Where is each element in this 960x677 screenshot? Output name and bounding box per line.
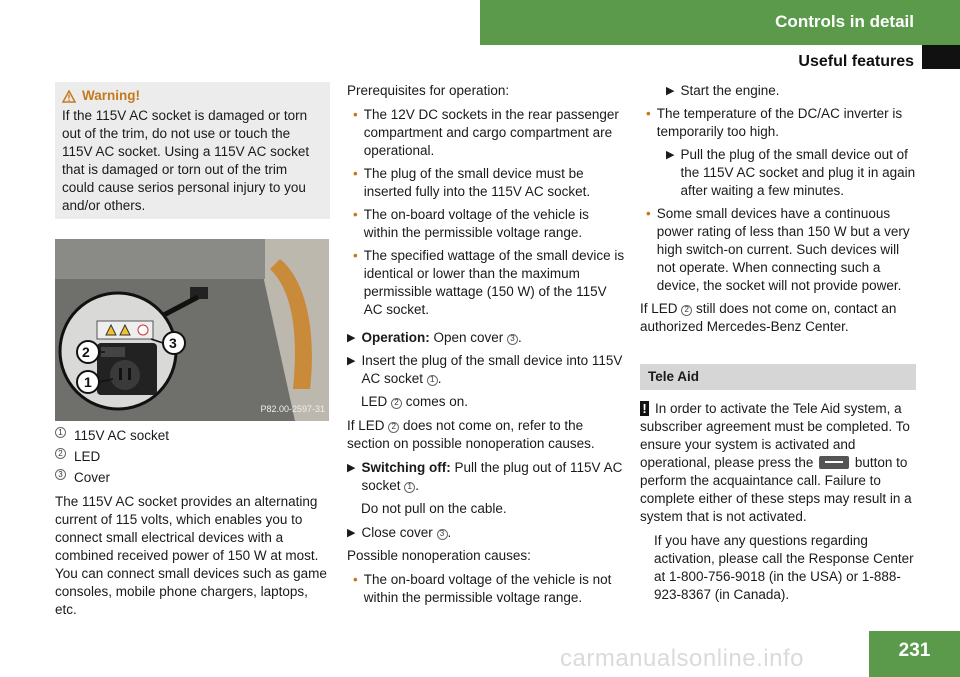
watermark: carmanualsonline.info	[560, 645, 804, 672]
number-icon: 3	[437, 529, 448, 540]
number-icon: 2	[55, 448, 66, 459]
number-icon: 1	[427, 375, 438, 386]
tele-aid-button-icon	[819, 456, 849, 469]
callout-3: 3	[169, 335, 177, 351]
arrow-icon: ▶	[347, 462, 356, 474]
number-icon: 3	[507, 334, 518, 345]
number-icon: 2	[388, 422, 399, 433]
arrow-icon: ▶	[347, 355, 356, 367]
number-icon: 3	[55, 469, 66, 480]
legend-item	[55, 427, 330, 445]
figure-code: P82.00-2597-31	[260, 404, 325, 414]
tele-aid-heading: Tele Aid	[640, 364, 916, 390]
text: does not come on, refer to the section on possible nonoperation causes.	[347, 418, 595, 451]
bullet-icon: •	[353, 166, 358, 181]
bullet-icon: •	[353, 572, 358, 587]
bullet-text: The on-board voltage of the vehicle is within the permissible voltage range.	[363, 207, 589, 240]
tele-aid-note	[640, 400, 916, 526]
questions-note: If you have any questions regarding activation, please call the Response Center at 1-800-756-9018 (in the USA) or 1-888-923-8367 (in Canada).	[654, 533, 914, 602]
text: If LED	[347, 418, 389, 433]
led-fail-note	[347, 417, 627, 453]
legend	[55, 427, 330, 487]
text: comes on.	[402, 394, 469, 409]
step-operation: ▶ Operation: Open cover 3 .	[347, 330, 522, 345]
bullet-text: The on-board voltage of the vehicle is not within the permissible voltage range.	[363, 572, 612, 605]
legend-label: Cover	[74, 470, 111, 485]
warning-text: If the 115V AC socket is damaged or torn out of the trim, do not use or touch the 115V AC socket. Using a 115V AC socket that is damaged or torn out of the trim could cause serios personal injury to you and/or others.	[62, 108, 310, 213]
contact-note	[640, 300, 916, 336]
section-title: Controls in detail	[775, 12, 914, 31]
text: still does not come on, contact an authorized Mercedes-Benz Center.	[640, 301, 897, 334]
step-text: Pull the plug of the small device out of the 115V AC socket and plug it in again after waiting a few minutes.	[680, 147, 916, 198]
prereq-heading: Prerequisites for operation:	[347, 83, 510, 98]
text: If LED	[640, 301, 682, 316]
legend-label: 115V AC socket	[74, 428, 170, 443]
text: button to perform the acquaintance call. Failure to complete either of these steps may result in a system that is not activated.	[640, 455, 912, 524]
socket-photo	[55, 239, 329, 421]
number-icon: 2	[681, 305, 692, 316]
step-text: Start the engine.	[680, 83, 780, 98]
legend-item	[55, 469, 330, 487]
step-text: Insert the plug of the small device into 115V AC socket	[361, 353, 623, 386]
no-pull-note: Do not pull on the cable.	[361, 501, 507, 516]
step-label: Switching off:	[361, 460, 451, 475]
number-icon: 2	[391, 398, 402, 409]
step-text: Close cover	[361, 525, 437, 540]
bullet-icon: •	[353, 207, 358, 222]
step-close: ▶ Close cover 3 .	[347, 525, 452, 540]
number-icon: 1	[404, 482, 415, 493]
warning-box	[55, 82, 330, 219]
step-switch-off: ▶ Switching off: Pull the plug out of 115V AC socket 1 .	[347, 460, 623, 493]
step-replug	[640, 146, 916, 200]
warning-heading	[62, 87, 323, 105]
text: LED	[361, 394, 392, 409]
header-marker	[922, 45, 960, 69]
arrow-icon: ▶	[347, 332, 356, 344]
bullet-icon: •	[353, 248, 358, 263]
list-item	[640, 105, 916, 141]
list-item	[640, 205, 916, 295]
column-middle	[347, 82, 627, 612]
legend-label: LED	[74, 449, 101, 464]
text: In order to activate the Tele Aid system, a subscriber agreement must be completed. To ensure your system is activated and operational, please press the	[640, 401, 910, 470]
bullet-icon: •	[646, 206, 651, 221]
arrow-icon: ▶	[347, 527, 356, 539]
list-item	[347, 206, 627, 242]
bullet-text: The temperature of the DC/AC inverter is temporarily too high.	[656, 106, 903, 139]
list-item	[347, 571, 627, 607]
column-right	[640, 82, 916, 610]
bullet-icon: •	[353, 107, 358, 122]
page-number: 231	[869, 631, 960, 677]
socket-description: The 115V AC socket provides an alternating current of 115 volts, which enables you to connect small electrical devices with a combined received power of 150 W at most. You can connect small devices such as game consoles, mobile phone chargers, laptops, etc.	[55, 494, 327, 617]
callout-1: 1	[84, 374, 92, 390]
bullet-text: The plug of the small device must be inserted fully into the 115V AC socket.	[363, 166, 591, 199]
warning-triangle-icon	[62, 90, 76, 103]
step-text: Open cover	[429, 330, 508, 345]
list-item	[347, 247, 627, 319]
bullet-icon: •	[646, 106, 651, 121]
number-icon: 1	[55, 427, 66, 438]
step-start-engine	[640, 82, 916, 100]
bullet-text: Some small devices have a continuous power rating of less than 150 W but a very high switch-on current. Such devices will not operate. When connecting such a device, the socket will not provide power.	[656, 206, 910, 293]
subsection-title: Useful features	[798, 53, 914, 70]
legend-item	[55, 448, 330, 466]
bullet-text: The 12V DC sockets in the rear passenger compartment and cargo compartment are operational.	[363, 107, 619, 158]
callout-2: 2	[82, 344, 90, 360]
bullet-text: The specified wattage of the small device is identical or lower than the maximum permissible wattage (150 W) of the 115V AC socket.	[363, 248, 625, 317]
exclamation-icon: !	[640, 401, 649, 416]
step-text: Pull the plug out of 115V AC socket	[361, 460, 623, 493]
warning-title: Warning!	[82, 88, 140, 103]
column-left	[55, 82, 330, 625]
list-item	[347, 106, 627, 160]
arrow-icon: ▶	[666, 149, 675, 161]
arrow-icon: ▶	[666, 85, 675, 97]
step-label: Operation:	[361, 330, 430, 345]
led-note	[347, 393, 627, 411]
causes-heading: Possible nonoperation causes:	[347, 548, 531, 563]
step-insert: ▶ Insert the plug of the small device into 115V AC socket 1 .	[347, 353, 623, 386]
list-item	[347, 165, 627, 201]
